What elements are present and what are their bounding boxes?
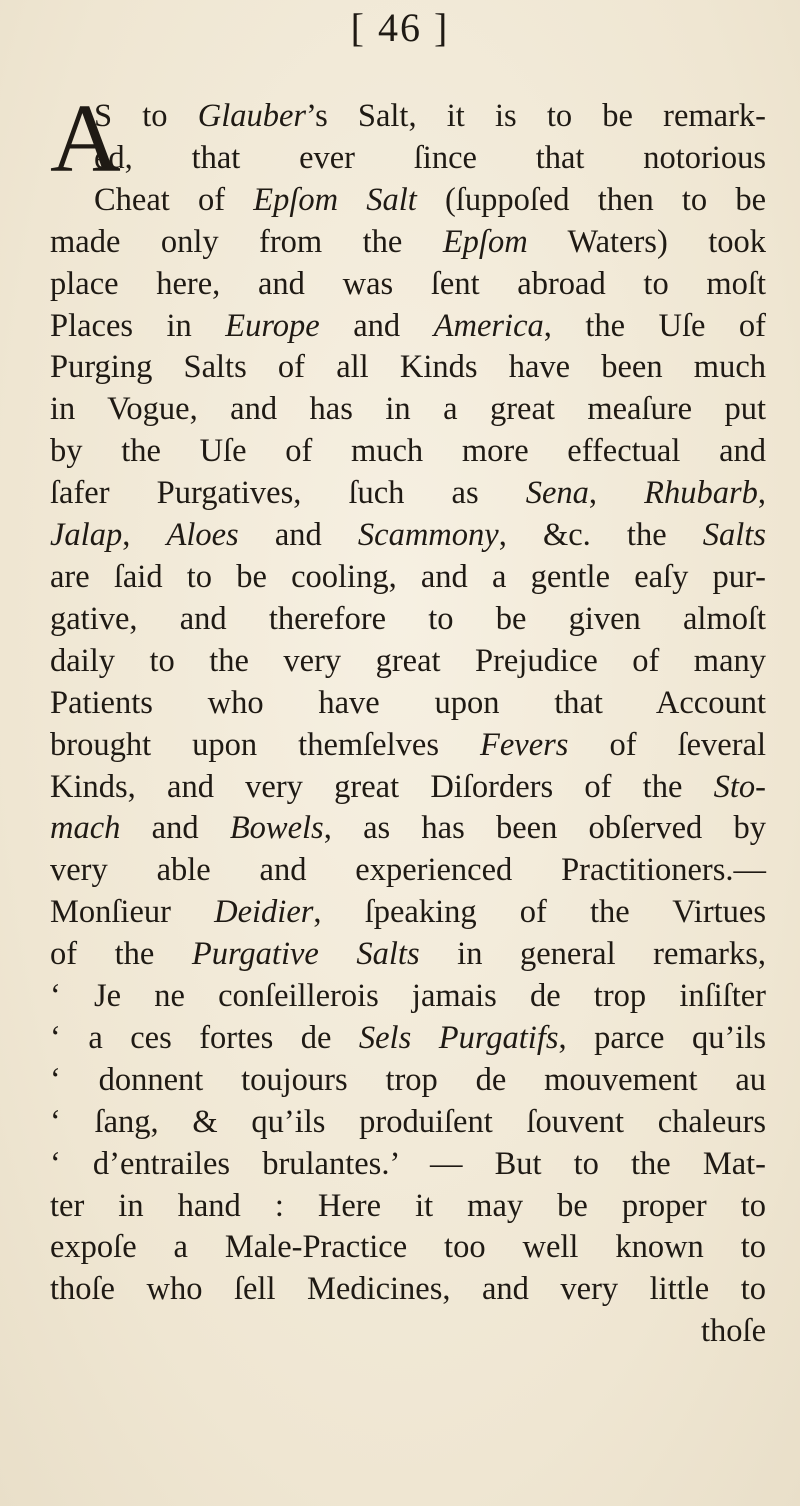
italic-text: Salts (702, 517, 766, 554)
text-segment: , &c. the (498, 517, 703, 554)
italic-text: Aloes (166, 517, 239, 554)
text-line (50, 138, 766, 180)
text-segment: and (120, 810, 230, 847)
text-segment: gative, and therefore to be given almoſt (50, 600, 766, 637)
text-segment: , (588, 475, 645, 512)
text-line (50, 1311, 766, 1353)
italic-text: mach (50, 810, 121, 847)
italic-text: Rhubarb (644, 475, 758, 512)
text-segment: brought upon themſelves (50, 726, 480, 763)
text-segment: are ſaid to be cooling, and a gentle eaſy pur- (50, 558, 766, 595)
italic-text: Scammony (357, 517, 499, 554)
drop-cap: A (50, 85, 121, 193)
text-line (50, 557, 766, 599)
text-segment: , ſpeaking of the Virtues (313, 894, 766, 931)
text-segment: Patients who have upon that Account (50, 684, 766, 721)
text-segment: , as has been obſerved by (323, 810, 766, 847)
text-segment: of the (50, 936, 192, 973)
text-line (50, 222, 766, 264)
text-segment: place here, and was ſent abroad to moſt (50, 265, 766, 302)
text-line (50, 1186, 766, 1228)
text-line (50, 180, 766, 222)
text-segment: and (238, 517, 358, 554)
text-segment: expoſe a Male-Practice too well known to (50, 1229, 766, 1266)
italic-text: Sels Purgatifs (358, 1019, 559, 1056)
text-line (50, 431, 766, 473)
text-segment: ‘ donnent toujours trop de mouvement au (50, 1061, 766, 1098)
text-segment: thoſe who ſell Medicines, and very little to (50, 1271, 766, 1308)
text-segment: , parce qu’ils (558, 1019, 766, 1056)
text-line (50, 347, 766, 389)
text-segment: of ſeveral (568, 726, 766, 763)
italic-text: Jalap (50, 517, 123, 554)
text-segment: , the Uſe of (543, 307, 767, 344)
text-line (50, 473, 766, 515)
text-segment: S to (94, 98, 198, 134)
text-line (50, 389, 766, 431)
text-segment: ’s Salt, it is to be remark- (306, 98, 767, 134)
text-segment: Cheat of (94, 181, 254, 218)
text-line (50, 850, 766, 892)
italic-text: Sena (525, 475, 589, 512)
text-segment: and (319, 307, 434, 344)
italic-text: Epſom Salt (253, 181, 417, 218)
italic-text: Europe (225, 307, 320, 344)
text-line (50, 1018, 766, 1060)
text-segment: daily to the very great Prejudice of many (50, 642, 766, 679)
text-segment: ‘ Je ne conſeillerois jamais de trop inſiſter (50, 978, 766, 1015)
text-line (50, 934, 766, 976)
text-line (50, 976, 766, 1018)
text-line (50, 1269, 766, 1311)
text-line (50, 725, 766, 767)
text-segment: Places in (50, 307, 226, 344)
text-segment: made only from the (50, 223, 443, 260)
text-segment: , (122, 517, 167, 554)
italic-text: Epſom (442, 223, 528, 260)
text-lines (50, 85, 767, 1353)
text-line (50, 683, 766, 725)
text-line (50, 808, 766, 850)
text-line (50, 641, 766, 683)
text-line (50, 96, 766, 138)
italic-text: Fevers (480, 726, 569, 763)
text-segment: Monſieur (50, 894, 215, 931)
text-line (50, 306, 766, 348)
text-segment: ‘ a ces fortes de (50, 1019, 359, 1056)
text-segment: Purging Salts of all Kinds have been much (50, 349, 766, 386)
text-line (50, 892, 766, 934)
text-segment: Kinds, and very great Diſorders of the (50, 768, 714, 805)
text-segment: ‘ d’entrailes brulantes.’ — But to the Mat- (50, 1145, 766, 1182)
text-line (50, 599, 766, 641)
text-line (50, 1060, 766, 1102)
text-line (50, 1102, 766, 1144)
text-line (50, 264, 766, 306)
italic-text: Glauber (197, 98, 307, 134)
text-segment: (ſuppoſed then to be (416, 181, 766, 218)
text-segment: ſafer Purgatives, ſuch as (50, 475, 526, 512)
text-segment: Waters) took (527, 223, 766, 260)
text-segment: in general remarks, (419, 936, 766, 973)
page-number: [ 46 ] (350, 5, 450, 50)
body-text (50, 85, 767, 1353)
text-line (50, 515, 766, 557)
text-segment: in Vogue, and has in a great meaſure put (50, 391, 766, 428)
text-line (50, 1144, 766, 1186)
text-segment: thoſe (701, 1313, 766, 1350)
text-segment: ed, that ever ſince that notorious (94, 139, 766, 176)
italic-text: Bowels (229, 810, 324, 847)
italic-text: Sto- (713, 768, 766, 805)
text-segment: ter in hand : Here it may be proper to (50, 1187, 766, 1224)
italic-text: Purgative Salts (191, 936, 420, 973)
text-segment: very able and experienced Practitioners.— (50, 852, 766, 889)
italic-text: America (433, 307, 544, 344)
text-line (50, 1227, 766, 1269)
text-segment: ‘ ſang, & qu’ils produiſent ſouvent chaleurs (50, 1103, 766, 1140)
italic-text: Deidier (214, 894, 314, 931)
text-line (50, 767, 766, 809)
text-segment: by the Uſe of much more effectual and (50, 433, 766, 470)
text-segment: , (757, 475, 767, 512)
